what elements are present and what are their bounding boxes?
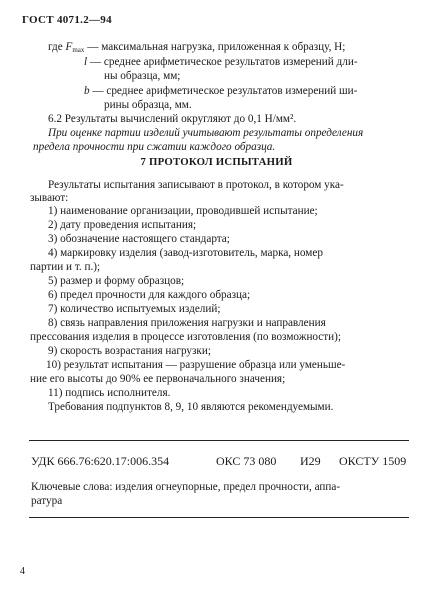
divider-bottom — [29, 517, 409, 518]
okstu-code: ОКСТУ 1509 — [339, 454, 407, 468]
list-item-10: 10) результат испытания — разрушение образца или уменьше- — [46, 359, 346, 371]
body-line: Результаты испытания записывают в протокол, в котором ука- — [48, 179, 344, 191]
list-item-3: 3) обозначение настоящего стандарта; — [48, 233, 230, 245]
list-item-7: 7) количество испытуемых изделий; — [48, 303, 221, 315]
udk-code: УДК 666.76:620.17:006.354 — [31, 454, 170, 468]
formula-def-b — [84, 85, 357, 98]
divider-top — [29, 440, 409, 441]
body-line: зывают: — [30, 192, 69, 204]
category-code: И29 — [300, 454, 321, 468]
list-item-8: 8) связь направления приложения нагрузки и направления — [48, 317, 326, 329]
italic-note-line-1: При оценке партии изделий учитывают результаты определения — [48, 127, 364, 139]
def-symbol: l — [84, 56, 88, 68]
def-symbol: b — [84, 85, 90, 97]
list-item-6: 6) предел прочности для каждого образца; — [48, 289, 251, 301]
keywords-line-2: ратура — [31, 495, 63, 507]
keywords-line-1: Ключевые слова: изделия огнеупорные, предел прочности, аппа- — [31, 481, 341, 493]
list-item-4-cont: партии и т. п.); — [30, 261, 101, 273]
list-item-5: 5) размер и форму образцов; — [48, 275, 185, 287]
list-item-1: 1) наименование организации, проводившей испытание; — [48, 205, 318, 217]
def-pre: где — [48, 41, 66, 53]
list-item-10-cont: ние его высоты до 90% ее первоначального значения; — [30, 373, 286, 385]
def-symbol: F — [65, 41, 73, 53]
formula-def-fmax — [48, 41, 345, 57]
oks-code: ОКС 73 080 — [216, 454, 277, 468]
recommendation-note: Требования подпунктов 8, 9, 10 являются рекомендуемыми. — [48, 401, 334, 413]
document-header: ГОСТ 4071.2—94 — [22, 14, 112, 26]
list-item-8-cont: прессования изделия в процессе изготовления (по возможности); — [30, 331, 341, 343]
formula-def-l — [84, 56, 358, 69]
page-number: 4 — [20, 566, 25, 577]
def-text: — максимальная нагрузка, приложенная к образцу, Н; — [84, 41, 346, 53]
formula-def-l-cont: ны образца, мм; — [104, 70, 181, 82]
paragraph-6-2: 6.2 Результаты вычислений округляют до 0,1 Н/мм². — [48, 113, 297, 125]
def-sub: max — [72, 46, 85, 54]
list-item-9: 9) скорость возрастания нагрузки; — [48, 345, 211, 357]
formula-def-b-cont: рины образца, мм. — [104, 99, 192, 111]
italic-note-line-2: предела прочности при сжатии каждого образца. — [33, 141, 276, 153]
def-text: — среднее арифметическое результатов измерений ши- — [89, 85, 358, 97]
section-title: 7 ПРОТОКОЛ ИСПЫТАНИЙ — [140, 156, 293, 168]
list-item-11: 11) подпись исполнителя. — [48, 387, 171, 399]
list-item-4: 4) маркировку изделия (завод-изготовитель, марка, номер — [48, 247, 323, 259]
def-text: — среднее арифметическое результатов измерений дли- — [87, 56, 358, 68]
list-item-2: 2) дату проведения испытания; — [48, 219, 197, 231]
